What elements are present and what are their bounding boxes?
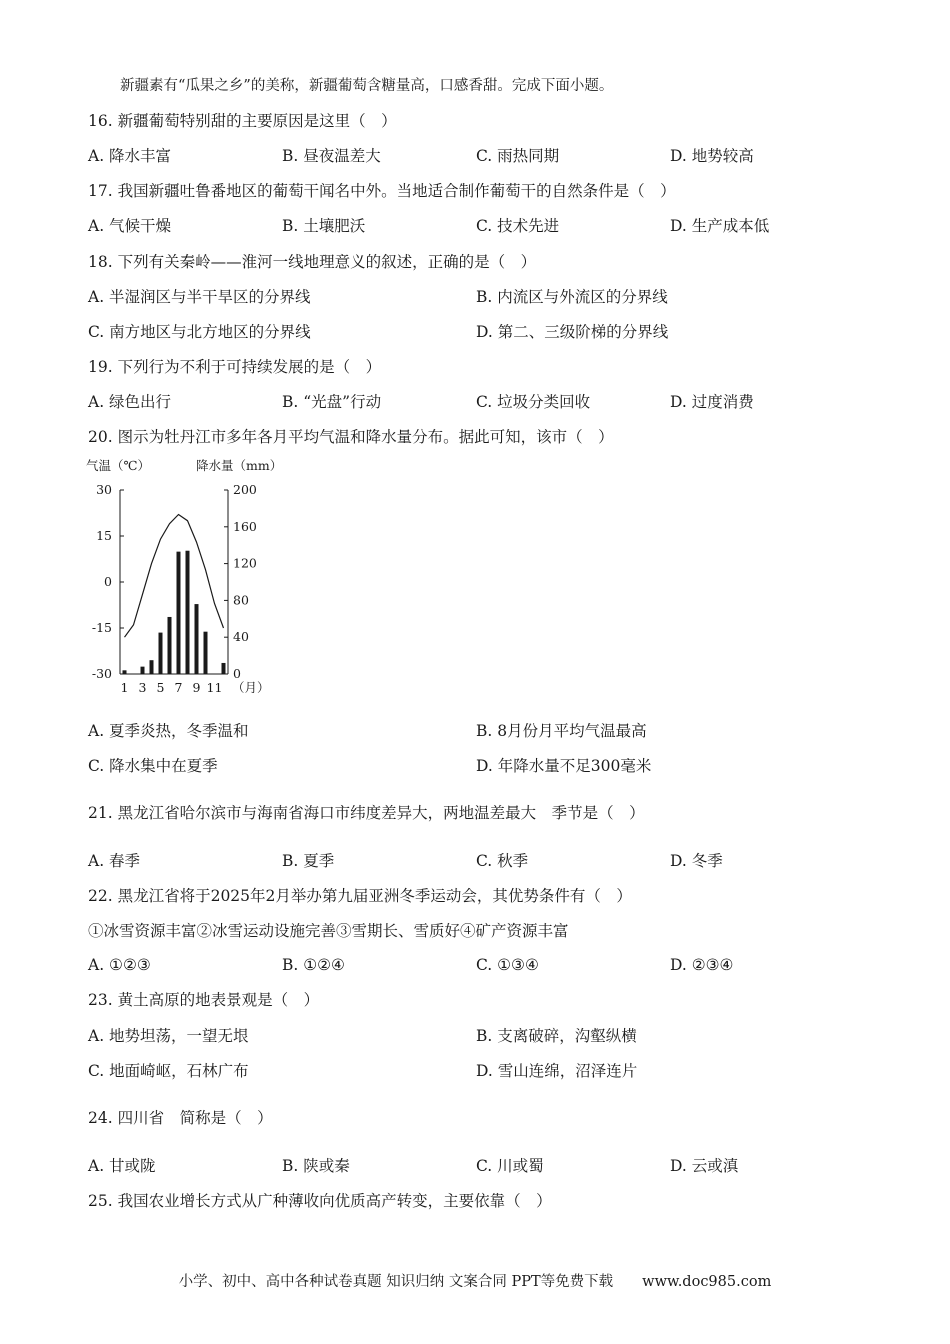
- month-tick-label: 1: [120, 680, 129, 695]
- q19-option-c[interactable]: C. 垃圾分类回收: [476, 393, 591, 411]
- q20-option-a[interactable]: A. 夏季炎热，冬季温和: [88, 722, 249, 740]
- q18-option-c[interactable]: C. 南方地区与北方地区的分界线: [88, 323, 311, 341]
- month-unit-label: （月）: [232, 680, 270, 695]
- month-tick-label: 3: [138, 680, 147, 695]
- precipitation-bar: [195, 604, 199, 674]
- temp-tick-label: 30: [96, 482, 112, 497]
- q21-option-c[interactable]: C. 秋季: [476, 852, 529, 870]
- q17-option-d[interactable]: D. 生产成本低: [670, 217, 770, 235]
- question-22: 22. 黑龙江省将于2025年2月举办第九届亚洲冬季运动会，其优势条件有（ ）: [88, 887, 632, 905]
- q22-conditions: ①冰雪资源丰富②冰雪运动设施完善③雪期长、雪质好④矿产资源丰富: [88, 922, 569, 940]
- q18-option-d[interactable]: D. 第二、三级阶梯的分界线: [476, 323, 669, 341]
- q24-option-b[interactable]: B. 陕或秦: [282, 1157, 350, 1175]
- q23-option-b[interactable]: B. 支离破碎，沟壑纵横: [476, 1027, 637, 1045]
- q24-option-c[interactable]: C. 川或蜀: [476, 1157, 544, 1175]
- q22-option-d[interactable]: D. ②③④: [670, 956, 734, 974]
- month-tick-label: 9: [192, 680, 201, 695]
- temp-tick-label: 15: [96, 528, 112, 543]
- precip-axis-label: 降水量（mm）: [196, 458, 283, 473]
- precip-tick-label: 80: [233, 592, 249, 608]
- climate-chart: [80, 452, 310, 702]
- q22-option-b[interactable]: B. ①②④: [282, 956, 345, 974]
- question-20: 20. 图示为牡丹江市多年各月平均气温和降水量分布。据此可知，该市（ ）: [88, 428, 614, 446]
- q16-option-a[interactable]: A. 降水丰富: [88, 147, 172, 165]
- question-21: 21. 黑龙江省哈尔滨市与海南省海口市纬度差异大，两地温差最大 季节是（ ）: [88, 804, 645, 822]
- q19-option-d[interactable]: D. 过度消费: [670, 393, 754, 411]
- q23-option-a[interactable]: A. 地势坦荡，一望无垠: [88, 1027, 249, 1045]
- question-16: 16. 新疆葡萄特别甜的主要原因是这里（ ）: [88, 112, 397, 130]
- question-23: 23. 黄土高原的地表景观是（ ）: [88, 991, 320, 1009]
- question-24: 24. 四川省 简称是（ ）: [88, 1109, 273, 1127]
- temp-tick-label: -30: [91, 666, 112, 681]
- precip-tick-label: 160: [233, 518, 257, 534]
- question-18: 18. 下列有关秦岭——淮河一线地理意义的叙述，正确的是（ ）: [88, 253, 537, 271]
- precipitation-bar: [186, 551, 190, 674]
- q23-option-d[interactable]: D. 雪山连绵，沼泽连片: [476, 1062, 638, 1080]
- q20-option-d[interactable]: D. 年降水量不足300毫米: [476, 757, 652, 775]
- q19-option-b[interactable]: B. “光盘”行动: [282, 393, 382, 411]
- precip-tick-label: 120: [233, 555, 257, 571]
- question-25: 25. 我国农业增长方式从广种薄收向优质高产转变，主要依靠（ ）: [88, 1192, 552, 1210]
- precipitation-bar: [150, 660, 154, 674]
- q24-option-a[interactable]: A. 甘或陇: [88, 1157, 156, 1175]
- precip-tick-label: 0: [233, 666, 241, 681]
- q17-option-b[interactable]: B. 土壤肥沃: [282, 217, 366, 235]
- q20-option-b[interactable]: B. 8月份月平均气温最高: [476, 722, 647, 740]
- question-17: 17. 我国新疆吐鲁番地区的葡萄干闻名中外。当地适合制作葡萄干的自然条件是（ ）: [88, 182, 676, 200]
- month-tick-label: 5: [156, 680, 165, 695]
- q24-option-d[interactable]: D. 云或滇: [670, 1157, 739, 1175]
- temp-tick-label: 0: [104, 574, 112, 589]
- q16-option-c[interactable]: C. 雨热同期: [476, 147, 560, 165]
- precipitation-bar: [159, 633, 163, 674]
- q21-option-b[interactable]: B. 夏季: [282, 852, 335, 870]
- q22-option-c[interactable]: C. ①③④: [476, 956, 539, 974]
- q16-option-b[interactable]: B. 昼夜温差大: [282, 147, 381, 165]
- q17-option-c[interactable]: C. 技术先进: [476, 217, 560, 235]
- precipitation-bar: [168, 617, 172, 674]
- precipitation-bar: [222, 663, 226, 674]
- precipitation-bar: [204, 632, 208, 674]
- month-tick-label: 7: [174, 680, 183, 695]
- precipitation-bar: [141, 667, 145, 674]
- q18-option-b[interactable]: B. 内流区与外流区的分界线: [476, 288, 668, 306]
- q19-option-a[interactable]: A. 绿色出行: [88, 393, 172, 411]
- precipitation-bar: [177, 552, 181, 674]
- q22-option-a[interactable]: A. ①②③: [88, 956, 151, 974]
- intro-text: 新疆素有“瓜果之乡”的美称，新疆葡萄含糖量高，口感香甜。完成下面小题。: [120, 78, 614, 94]
- precipitation-bar: [123, 670, 127, 674]
- q21-option-a[interactable]: A. 春季: [88, 852, 141, 870]
- temp-axis-label: 气温（℃）: [86, 458, 150, 473]
- precip-tick-label: 40: [233, 629, 249, 645]
- temp-tick-label: -15: [91, 620, 112, 635]
- q23-option-c[interactable]: C. 地面崎岖，石林广布: [88, 1062, 249, 1080]
- q21-option-d[interactable]: D. 冬季: [670, 852, 723, 870]
- q18-option-a[interactable]: A. 半湿润区与半干旱区的分界线: [88, 288, 311, 306]
- question-19: 19. 下列行为不利于可持续发展的是（ ）: [88, 358, 382, 376]
- q20-option-c[interactable]: C. 降水集中在夏季: [88, 757, 218, 775]
- precip-tick-label: 200: [233, 482, 257, 497]
- q17-option-a[interactable]: A. 气候干燥: [88, 217, 172, 235]
- month-tick-label: 11: [206, 680, 223, 695]
- temperature-line: [125, 515, 224, 638]
- q16-option-d[interactable]: D. 地势较高: [670, 147, 754, 165]
- page-footer: 小学、初中、高中各种试卷真题 知识归纳 文案合同 PPT等免费下载 www.doc985.com: [178, 1274, 772, 1290]
